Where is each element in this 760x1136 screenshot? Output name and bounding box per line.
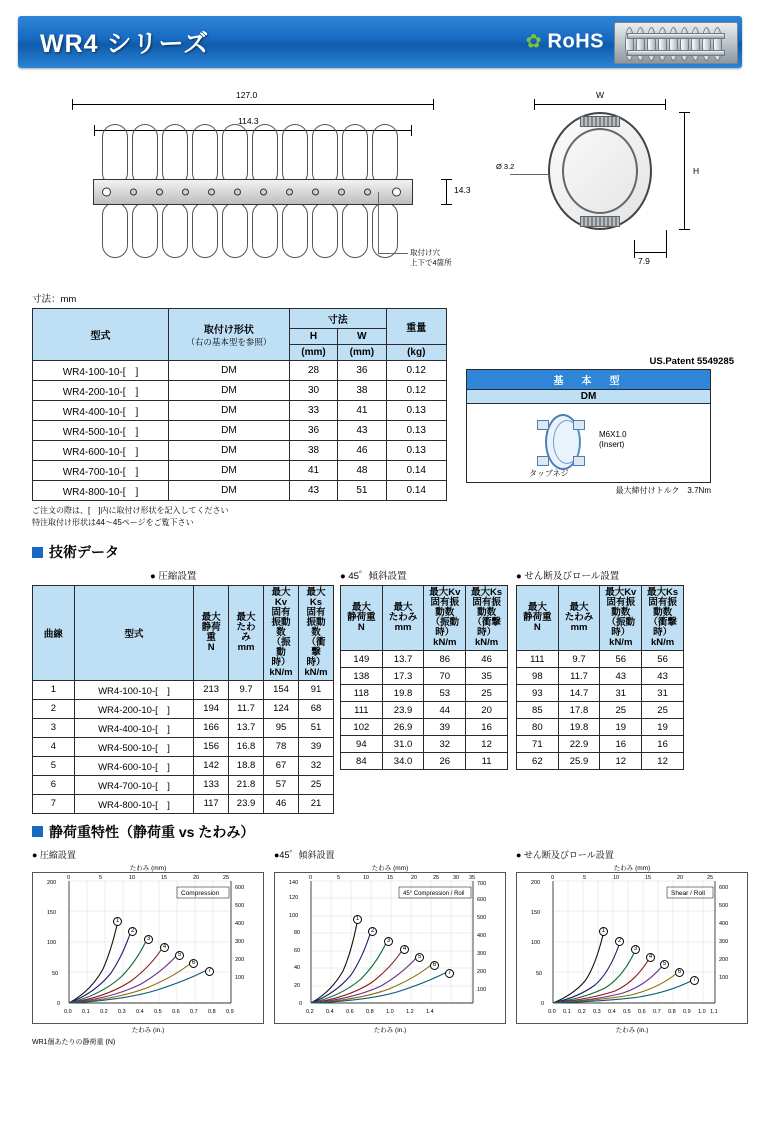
svg-text:200: 200 bbox=[47, 879, 57, 886]
curve-label-6: 6 bbox=[430, 961, 439, 970]
page-title: WR4 シリーズ bbox=[40, 30, 210, 58]
svg-text:200: 200 bbox=[477, 968, 487, 975]
table-row: 7 WR4-800-10-[ ] 117 23.9 46 21 bbox=[33, 794, 334, 813]
curve-label-2: 2 bbox=[615, 937, 624, 946]
table-row: 138 17.3 70 35 bbox=[341, 668, 508, 685]
chart-row bbox=[32, 848, 742, 1034]
svg-text:15: 15 bbox=[387, 874, 394, 881]
svg-text:25: 25 bbox=[433, 874, 440, 881]
svg-text:0.8: 0.8 bbox=[668, 1008, 676, 1015]
svg-text:1.0: 1.0 bbox=[386, 1008, 394, 1015]
svg-text:0.1: 0.1 bbox=[82, 1008, 90, 1015]
section-view-drawing bbox=[488, 82, 738, 282]
svg-text:1.1: 1.1 bbox=[710, 1008, 718, 1015]
chart-svg bbox=[275, 873, 507, 1025]
svg-text:0.8: 0.8 bbox=[366, 1008, 374, 1015]
page-header-banner bbox=[18, 16, 742, 68]
curve-label-4: 4 bbox=[400, 945, 409, 954]
svg-text:Shear / Roll: Shear / Roll bbox=[671, 889, 705, 897]
table-row: 6 WR4-700-10-[ ] 133 21.8 57 25 bbox=[33, 775, 334, 794]
th-kv: 最大Kv 固有振動数 （振動時） kN/m bbox=[424, 586, 466, 651]
svg-text:150: 150 bbox=[47, 909, 57, 916]
chart-incline bbox=[274, 848, 506, 1034]
table-row bbox=[33, 381, 447, 401]
cell-model: WR4-200-10-[ ] bbox=[33, 381, 169, 401]
svg-text:5: 5 bbox=[337, 874, 341, 881]
curve-label-2: 2 bbox=[368, 927, 377, 936]
chart-footnote: WR1個あたりの静荷重 (N) bbox=[32, 1038, 116, 1046]
svg-text:300: 300 bbox=[719, 938, 729, 945]
svg-text:15: 15 bbox=[645, 874, 652, 881]
svg-text:300: 300 bbox=[477, 950, 487, 957]
cell-model: WR4-800-10-[ ] bbox=[33, 481, 169, 501]
dim-H: H bbox=[693, 166, 700, 176]
svg-text:10: 10 bbox=[363, 874, 370, 881]
svg-text:0: 0 bbox=[57, 1000, 61, 1007]
table-row: 93 14.7 31 31 bbox=[517, 685, 684, 702]
table-row: 71 22.9 16 16 bbox=[517, 736, 684, 753]
svg-text:100: 100 bbox=[719, 974, 729, 981]
table-row bbox=[33, 461, 447, 481]
svg-text:0.7: 0.7 bbox=[190, 1008, 198, 1015]
dim-114-3: 114.3 bbox=[238, 116, 259, 126]
group-label-shear: ● せん断及びロール設置 bbox=[516, 571, 620, 583]
chart-plot-area bbox=[516, 872, 748, 1024]
svg-text:20: 20 bbox=[294, 982, 301, 989]
tech-table-incline bbox=[340, 585, 508, 770]
insert-label: (Insert) bbox=[599, 440, 625, 449]
svg-text:0.0: 0.0 bbox=[548, 1008, 556, 1015]
patent-box-header: 基 本 型 bbox=[467, 370, 710, 390]
svg-text:0.0: 0.0 bbox=[64, 1008, 72, 1015]
cell-kg: 0.13 bbox=[386, 441, 446, 461]
dim-7-9: 7.9 bbox=[638, 256, 650, 266]
curve-label-5: 5 bbox=[660, 960, 669, 969]
cell-mount: DM bbox=[168, 421, 289, 441]
cell-kg: 0.13 bbox=[386, 401, 446, 421]
table-row: 80 19.8 19 19 bbox=[517, 719, 684, 736]
patent-panel bbox=[466, 356, 734, 496]
svg-text:15: 15 bbox=[161, 874, 168, 881]
chart-caption: ● 圧縮設置 bbox=[32, 849, 76, 860]
specification-table bbox=[32, 308, 447, 501]
cell-h: 33 bbox=[289, 401, 337, 421]
th-kv: 最大Kv 固有振動数 （振動時） kN/m bbox=[600, 586, 642, 651]
chart-x-top-label: たわみ (mm) bbox=[129, 864, 167, 872]
chart-x-top-label: たわみ (mm) bbox=[613, 864, 651, 872]
catalog-page bbox=[0, 16, 760, 1136]
table-row bbox=[33, 481, 447, 501]
chart-caption: ● せん断及びロール設置 bbox=[516, 849, 614, 860]
svg-text:300: 300 bbox=[235, 938, 245, 945]
table-row: 111 9.7 56 56 bbox=[517, 651, 684, 668]
svg-text:0: 0 bbox=[309, 874, 313, 881]
table-row: 149 13.7 86 46 bbox=[341, 651, 508, 668]
curve-label-7: 7 bbox=[205, 967, 214, 976]
rohs-label: RoHS bbox=[547, 30, 604, 53]
section-marker-icon bbox=[32, 547, 43, 558]
svg-text:Compression: Compression bbox=[181, 889, 220, 897]
svg-text:600: 600 bbox=[477, 896, 487, 903]
th-weight-unit: (kg) bbox=[386, 345, 446, 361]
svg-text:120: 120 bbox=[289, 894, 299, 901]
hole-note-line2: 上下で4箇所 bbox=[410, 258, 452, 267]
th-ks: 最大Ks 固有振動数 （衝撃時） kN/m bbox=[642, 586, 684, 651]
chart-plot-area bbox=[274, 872, 506, 1024]
svg-text:50: 50 bbox=[536, 970, 543, 977]
svg-text:400: 400 bbox=[719, 920, 729, 927]
svg-text:0: 0 bbox=[67, 874, 71, 881]
table-row: 1 WR4-100-10-[ ] 213 9.7 154 91 bbox=[33, 680, 334, 699]
svg-text:500: 500 bbox=[477, 914, 487, 921]
curve-label-2: 2 bbox=[128, 927, 137, 936]
th-w-unit: (mm) bbox=[338, 345, 386, 361]
curve-label-4: 4 bbox=[160, 943, 169, 952]
cell-w: 36 bbox=[338, 361, 386, 381]
svg-text:50: 50 bbox=[52, 970, 59, 977]
svg-text:0.5: 0.5 bbox=[154, 1008, 162, 1015]
svg-text:500: 500 bbox=[235, 902, 245, 909]
th-model: 型式 bbox=[33, 309, 169, 361]
cell-model: WR4-100-10-[ ] bbox=[33, 361, 169, 381]
svg-text:80: 80 bbox=[294, 929, 301, 936]
curve-label-3: 3 bbox=[384, 937, 393, 946]
curve-label-7: 7 bbox=[445, 969, 454, 978]
svg-text:5: 5 bbox=[99, 874, 103, 881]
chart-compression bbox=[32, 848, 264, 1034]
svg-text:0.3: 0.3 bbox=[593, 1008, 601, 1015]
table-row: 2 WR4-200-10-[ ] 194 11.7 124 68 bbox=[33, 699, 334, 718]
patent-box-subheader: DM bbox=[467, 390, 710, 404]
cell-kg: 0.12 bbox=[386, 381, 446, 401]
svg-text:0.3: 0.3 bbox=[118, 1008, 126, 1015]
table-row bbox=[33, 441, 447, 461]
svg-text:1.0: 1.0 bbox=[698, 1008, 706, 1015]
table-row: 111 23.9 44 20 bbox=[341, 702, 508, 719]
technical-drawings bbox=[18, 76, 742, 291]
dim-127: 127.0 bbox=[236, 90, 258, 100]
svg-text:100: 100 bbox=[477, 986, 487, 993]
curve-label-3: 3 bbox=[144, 935, 153, 944]
svg-text:40: 40 bbox=[294, 964, 301, 971]
svg-text:10: 10 bbox=[613, 874, 620, 881]
svg-text:400: 400 bbox=[477, 932, 487, 939]
cell-kg: 0.12 bbox=[386, 361, 446, 381]
table-row: 4 WR4-500-10-[ ] 156 16.8 78 39 bbox=[33, 737, 334, 756]
mounting-bar bbox=[93, 179, 413, 205]
svg-text:0.4: 0.4 bbox=[608, 1008, 616, 1015]
dim-14-3: 14.3 bbox=[454, 185, 471, 195]
cell-mount: DM bbox=[168, 481, 289, 501]
svg-text:200: 200 bbox=[719, 956, 729, 963]
table-row bbox=[33, 361, 447, 381]
svg-text:150: 150 bbox=[531, 909, 541, 916]
svg-text:0.5: 0.5 bbox=[623, 1008, 631, 1015]
lower-clamp bbox=[580, 216, 620, 227]
chart-x-label: たわみ (in.) bbox=[615, 1026, 649, 1034]
leaf-icon: ✿ bbox=[525, 31, 542, 53]
svg-text:0.2: 0.2 bbox=[306, 1008, 314, 1015]
table-row: 102 26.9 39 16 bbox=[341, 719, 508, 736]
table-row bbox=[33, 421, 447, 441]
svg-text:100: 100 bbox=[235, 974, 245, 981]
group-label-compression: ● 圧縮設置 bbox=[150, 571, 197, 583]
table-row: 3 WR4-400-10-[ ] 166 13.7 95 51 bbox=[33, 718, 334, 737]
svg-text:1.4: 1.4 bbox=[426, 1008, 434, 1015]
svg-text:35: 35 bbox=[469, 874, 476, 881]
curve-label-7: 7 bbox=[690, 976, 699, 985]
svg-text:25: 25 bbox=[707, 874, 714, 881]
curve-label-6: 6 bbox=[675, 968, 684, 977]
cell-mount: DM bbox=[168, 441, 289, 461]
cell-h: 30 bbox=[289, 381, 337, 401]
th-defl: 最大 たわみ mm bbox=[382, 586, 424, 651]
spec-table-caption: 寸法：mm bbox=[32, 294, 77, 305]
cell-h: 41 bbox=[289, 461, 337, 481]
th-weight: 重量 bbox=[386, 309, 446, 345]
svg-text:20: 20 bbox=[411, 874, 418, 881]
cell-w: 48 bbox=[338, 461, 386, 481]
group-label-incline: ● 45゜傾斜設置 bbox=[340, 571, 407, 583]
th-ks: 最大Ks 固有振動数 （衝撃時） kN/m bbox=[298, 586, 333, 681]
svg-text:200: 200 bbox=[531, 879, 541, 886]
chart-x-top-label: たわみ (mm) bbox=[371, 864, 409, 872]
cell-h: 36 bbox=[289, 421, 337, 441]
cell-w: 51 bbox=[338, 481, 386, 501]
svg-text:0.4: 0.4 bbox=[326, 1008, 334, 1015]
cell-model: WR4-700-10-[ ] bbox=[33, 461, 169, 481]
cell-w: 38 bbox=[338, 381, 386, 401]
svg-text:600: 600 bbox=[235, 884, 245, 891]
th-load: 最大 静荷重 N bbox=[517, 586, 559, 651]
table-row: 84 34.0 26 11 bbox=[341, 753, 508, 770]
curve-label-3: 3 bbox=[631, 945, 640, 954]
svg-text:0.2: 0.2 bbox=[578, 1008, 586, 1015]
tech-table-shear bbox=[516, 585, 684, 770]
charts-heading: 静荷重特性（静荷重 vs たわみ） bbox=[32, 822, 742, 842]
svg-text:1.2: 1.2 bbox=[406, 1008, 414, 1015]
rohs-badge bbox=[526, 31, 604, 54]
table-row: 5 WR4-600-10-[ ] 142 18.8 67 32 bbox=[33, 756, 334, 775]
table-row: 85 17.8 25 25 bbox=[517, 702, 684, 719]
svg-text:0.2: 0.2 bbox=[100, 1008, 108, 1015]
cell-h: 38 bbox=[289, 441, 337, 461]
cell-mount: DM bbox=[168, 381, 289, 401]
chart-svg bbox=[33, 873, 265, 1025]
svg-text:200: 200 bbox=[235, 956, 245, 963]
curve-label-1: 1 bbox=[599, 927, 608, 936]
tap-screw-label: タップネジ bbox=[529, 469, 569, 478]
th-dims: 寸法 bbox=[289, 309, 386, 329]
th-ks: 最大Ks 固有振動数 （衝撃時） kN/m bbox=[466, 586, 508, 651]
hole-note-line1: 取付け穴 bbox=[410, 248, 440, 257]
chart-caption: ●45゜傾斜設置 bbox=[274, 849, 335, 860]
svg-text:0.9: 0.9 bbox=[683, 1008, 691, 1015]
th-mount: 取付け形状 bbox=[203, 325, 254, 336]
svg-text:10: 10 bbox=[129, 874, 136, 881]
svg-text:5: 5 bbox=[583, 874, 587, 881]
cell-mount: DM bbox=[168, 361, 289, 381]
th-defl: 最大 たわみ mm bbox=[558, 586, 600, 651]
chart-x-label: たわみ (in.) bbox=[373, 1026, 407, 1034]
cell-mount: DM bbox=[168, 461, 289, 481]
dim-W: W bbox=[596, 90, 605, 100]
front-view-drawing bbox=[58, 82, 471, 282]
svg-text:30: 30 bbox=[453, 874, 460, 881]
svg-text:0.4: 0.4 bbox=[136, 1008, 144, 1015]
th-model: 型式 bbox=[74, 586, 193, 681]
thread-label: M6X1.0 bbox=[599, 430, 627, 439]
tech-table-compression bbox=[32, 585, 334, 814]
table-row: 94 31.0 32 12 bbox=[341, 736, 508, 753]
svg-text:500: 500 bbox=[719, 902, 729, 909]
svg-text:20: 20 bbox=[677, 874, 684, 881]
chart-plot-area bbox=[32, 872, 264, 1024]
th-load: 最大 静荷重 N bbox=[341, 586, 383, 651]
upper-clamp bbox=[580, 116, 620, 127]
svg-text:0: 0 bbox=[299, 1000, 303, 1007]
svg-text:0: 0 bbox=[551, 874, 555, 881]
svg-text:0.8: 0.8 bbox=[208, 1008, 216, 1015]
svg-text:20: 20 bbox=[193, 874, 200, 881]
table-row: 62 25.9 12 12 bbox=[517, 753, 684, 770]
svg-text:25: 25 bbox=[223, 874, 230, 881]
cell-kg: 0.14 bbox=[386, 481, 446, 501]
curve-label-1: 1 bbox=[113, 917, 122, 926]
th-h-unit: (mm) bbox=[289, 345, 337, 361]
curve-label-5: 5 bbox=[175, 951, 184, 960]
cell-model: WR4-500-10-[ ] bbox=[33, 421, 169, 441]
svg-text:0.6: 0.6 bbox=[172, 1008, 180, 1015]
svg-text:100: 100 bbox=[531, 939, 541, 946]
cell-model: WR4-600-10-[ ] bbox=[33, 441, 169, 461]
th-defl: 最大 たわみ mm bbox=[229, 586, 264, 681]
svg-text:0.1: 0.1 bbox=[563, 1008, 571, 1015]
cell-h: 28 bbox=[289, 361, 337, 381]
svg-text:140: 140 bbox=[289, 879, 299, 886]
product-photo bbox=[614, 22, 738, 64]
svg-text:0.6: 0.6 bbox=[638, 1008, 646, 1015]
patent-diagram bbox=[467, 404, 710, 482]
cell-kg: 0.13 bbox=[386, 421, 446, 441]
th-h: H bbox=[289, 329, 337, 345]
curve-label-1: 1 bbox=[353, 915, 362, 924]
svg-text:700: 700 bbox=[477, 880, 487, 887]
th-mount-sub: （右の基本型を参照） bbox=[186, 337, 272, 347]
cell-model: WR4-400-10-[ ] bbox=[33, 401, 169, 421]
th-w: W bbox=[338, 329, 386, 345]
tech-data-heading: 技術データ bbox=[32, 542, 742, 562]
svg-text:0.7: 0.7 bbox=[653, 1008, 661, 1015]
dim-dia-3-2: Ø 3.2 bbox=[496, 162, 515, 171]
spec-note-1: ご注文の際は、[ ]内に取付け形状を記入してください bbox=[32, 506, 229, 515]
cell-w: 43 bbox=[338, 421, 386, 441]
cell-w: 46 bbox=[338, 441, 386, 461]
cell-mount: DM bbox=[168, 401, 289, 421]
svg-text:60: 60 bbox=[294, 947, 301, 954]
cell-kg: 0.14 bbox=[386, 461, 446, 481]
svg-text:45° Compression / Roll: 45° Compression / Roll bbox=[403, 890, 465, 897]
th-kv: 最大Kv 固有振動数 （振動時） kN/m bbox=[264, 586, 299, 681]
curve-label-6: 6 bbox=[189, 959, 198, 968]
tech-data-tables bbox=[32, 568, 742, 814]
cell-h: 43 bbox=[289, 481, 337, 501]
svg-text:100: 100 bbox=[47, 939, 57, 946]
svg-text:0: 0 bbox=[541, 1000, 545, 1007]
svg-text:0.6: 0.6 bbox=[346, 1008, 354, 1015]
curve-label-5: 5 bbox=[415, 953, 424, 962]
torque-note: 最大締付けトルク 3.7Nm bbox=[615, 486, 711, 495]
patent-number: US.Patent 5549285 bbox=[649, 356, 734, 367]
svg-text:600: 600 bbox=[719, 884, 729, 891]
svg-text:400: 400 bbox=[235, 920, 245, 927]
cell-w: 41 bbox=[338, 401, 386, 421]
section-marker-icon bbox=[32, 826, 43, 837]
svg-text:100: 100 bbox=[289, 912, 299, 919]
spec-note-2: 特注取付け形状は44～45ページをご覧下さい bbox=[32, 517, 194, 527]
table-row: 98 11.7 43 43 bbox=[517, 668, 684, 685]
table-row bbox=[33, 401, 447, 421]
chart-x-label: たわみ (in.) bbox=[131, 1026, 165, 1034]
svg-text:0.9: 0.9 bbox=[226, 1008, 234, 1015]
table-row: 118 19.8 53 25 bbox=[341, 685, 508, 702]
chart-shear bbox=[516, 848, 748, 1034]
th-load: 最大 静荷重 N bbox=[194, 586, 229, 681]
th-curve: 曲線 bbox=[33, 586, 75, 681]
curve-label-4: 4 bbox=[646, 953, 655, 962]
